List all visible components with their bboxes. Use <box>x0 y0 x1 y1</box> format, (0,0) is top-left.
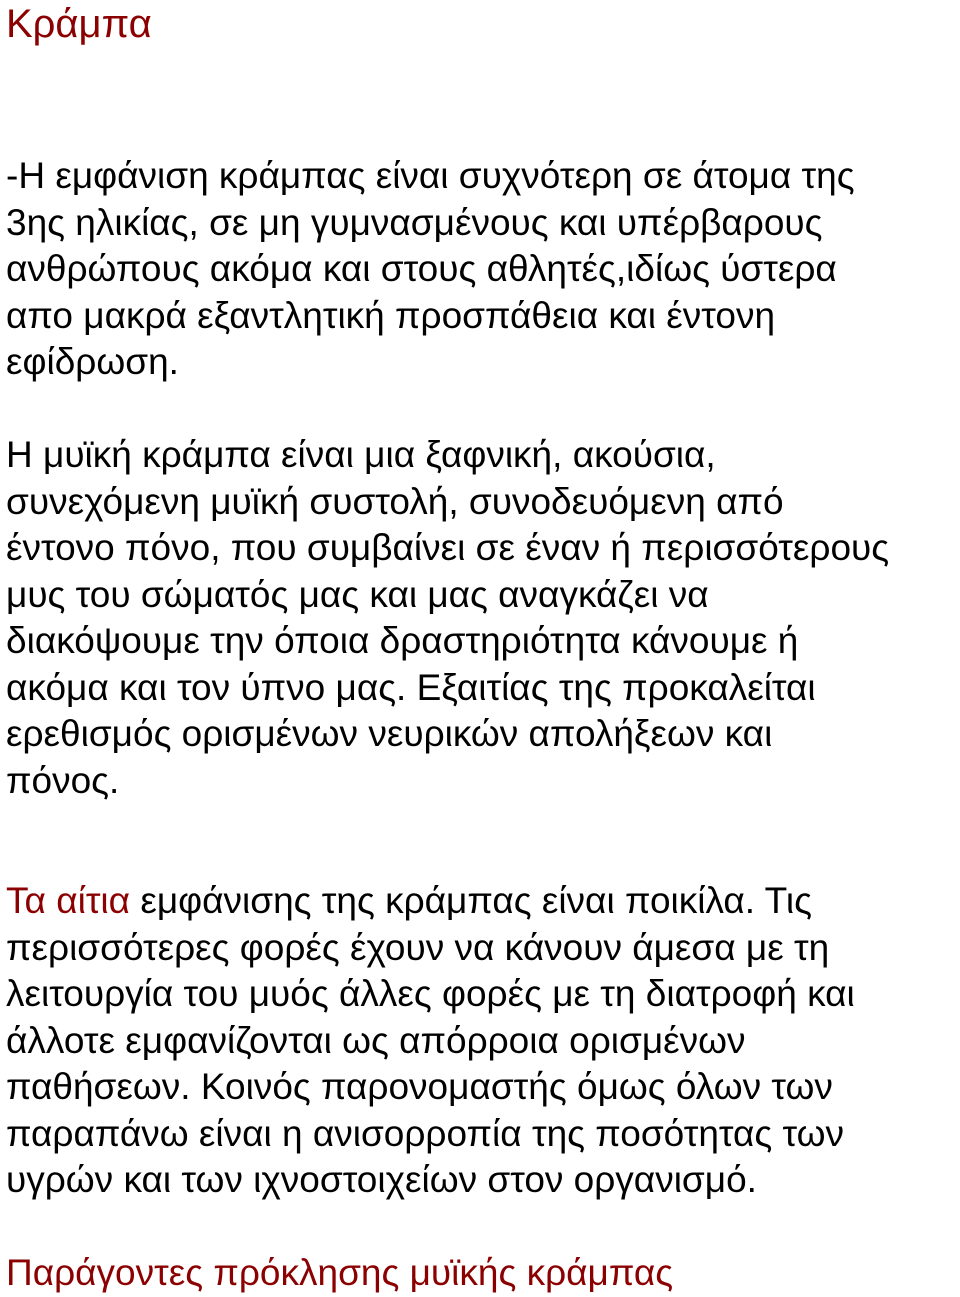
text-line: έντονο πόνο, που συμβαίνει σε έναν ή περισσότερους <box>6 527 890 568</box>
text-line: λειτουργία του μυός άλλες φορές με τη διατροφή και <box>6 973 855 1014</box>
paragraph-cramp-occurrence <box>6 153 855 386</box>
text-line: πόνος. <box>6 759 120 801</box>
paragraph-cramp-definition <box>6 432 889 804</box>
text-line: -Η εμφάνιση κράμπας είναι συχνότερη σε άτομα της <box>6 155 855 196</box>
text-line: περισσότερες φορές έχουν να κάνουν άμεσα με τη <box>6 926 830 968</box>
text-line-rest: εμφάνισης της κράμπας είναι ποικίλα. Τις <box>130 880 812 921</box>
page-title: Κράμπα <box>6 2 152 46</box>
text-line-first <box>6 878 855 925</box>
causes-lead-phrase: Τα αίτια <box>6 880 131 921</box>
text-line: Η μυϊκή κράμπα είναι μια ξαφνική, ακούσια, <box>6 434 716 475</box>
text-line: ανθρώπους ακόμα και στους αθλητές,ιδίως ύστερα <box>6 248 837 289</box>
text-line: απο μακρά εξαντλητική προσπάθεια και έντονη <box>6 294 776 336</box>
text-line: παθήσεων. Κοινός παρονομαστής όμως όλων των <box>6 1066 833 1107</box>
text-line: ερεθισμός ορισμένων νευρικών απολήξεων και <box>6 713 773 754</box>
text-line: ακόμα και τον ύπνο μας. Εξαιτίας της προκαλείται <box>6 666 816 708</box>
text-line: παραπάνω είναι η ανισορροπία της ποσότητας των <box>6 1112 844 1154</box>
text-line: μυς του σώματός μας και μας αναγκάζει να <box>6 573 709 615</box>
text-line: άλλοτε εμφανίζονται ως απόρροια ορισμένων <box>6 1019 746 1061</box>
text-line: 3ης ηλικίας, σε μη γυμνασμένους και υπέρβαρους <box>6 201 823 243</box>
paragraph-cramp-causes <box>6 878 855 1204</box>
section-heading-cramp-factors: Παράγοντες πρόκλησης μυϊκής κράμπας <box>6 1252 674 1293</box>
text-line: υγρών και των ιχνοστοιχείων στον οργανισμό. <box>6 1159 757 1200</box>
text-line: συνεχόμενη μυϊκή συστολή, συνοδευόμενη από <box>6 480 784 522</box>
text-line: διακόψουμε την όποια δραστηριότητα κάνουμε ή <box>6 620 799 661</box>
text-line: εφίδρωση. <box>6 341 179 382</box>
